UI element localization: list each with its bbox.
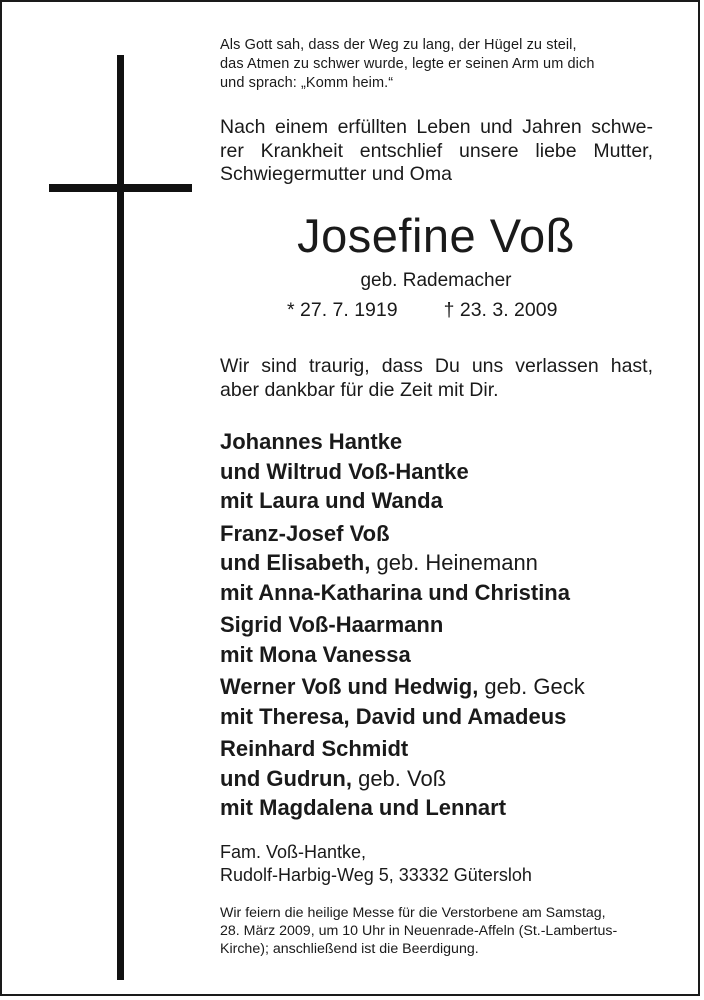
cross-vertical-bar xyxy=(117,55,124,980)
family-line xyxy=(220,734,585,764)
mourners-list xyxy=(220,427,585,826)
family-group xyxy=(220,672,585,731)
family-line-names: mit Theresa, David und Amadeus xyxy=(220,703,567,729)
family-line-maiden-name: geb. Heinemann xyxy=(370,550,538,575)
family-line xyxy=(220,519,585,549)
family-line xyxy=(220,457,585,487)
verse xyxy=(220,36,595,93)
family-line-names: Werner Voß und Hedwig, xyxy=(220,674,479,699)
family-line-names: und Wiltrud Voß-Hantke xyxy=(220,458,469,484)
intro-line: Nach einem erfüllten Leben und Jahren schwe- xyxy=(220,116,653,138)
verse-line: das Atmen zu schwer wurde, legte er seinen Arm um dich xyxy=(220,56,595,72)
sender-name: Fam. Voß-Hantke, xyxy=(220,842,367,862)
message-line: Wir sind traurig, dass Du uns verlassen hast, xyxy=(220,355,653,377)
family-group xyxy=(220,519,585,608)
mass-line: Wir feiern die heilige Messe für die Verstorbene am Samstag, xyxy=(220,905,606,921)
family-line xyxy=(220,610,585,640)
family-line-names: und Elisabeth, xyxy=(220,550,371,575)
family-line-names: Reinhard Schmidt xyxy=(220,736,409,761)
family-line-names: mit Magdalena und Lennart xyxy=(220,795,507,820)
family-line-names: Franz-Josef Voß xyxy=(220,520,390,546)
birth-name: geb. Rademacher xyxy=(360,270,512,291)
verse-line: Als Gott sah, dass der Weg zu lang, der Hügel zu steil, xyxy=(220,37,577,53)
family-line-names: mit Laura und Wanda xyxy=(220,488,443,513)
message-line: aber dankbar für die Zeit mit Dir. xyxy=(220,378,499,401)
family-line xyxy=(220,702,585,732)
family-line xyxy=(220,793,585,823)
family-line-names: und Gudrun, xyxy=(220,765,352,791)
family-line-maiden-name: geb. Geck xyxy=(478,674,585,699)
deceased-name: Josefine Voß xyxy=(297,209,575,262)
cross-horizontal-bar xyxy=(49,184,192,192)
family-line-names: mit Anna-Katharina und Christina xyxy=(220,579,570,605)
family-line xyxy=(220,427,585,457)
family-line-names: Sigrid Voß-Haarmann xyxy=(220,612,444,637)
verse-line: und sprach: „Komm heim.“ xyxy=(220,75,394,91)
family-line xyxy=(220,486,585,516)
family-line xyxy=(220,764,585,794)
birth-date: * 27. 7. 1919 xyxy=(287,299,398,321)
intro-line: rer Krankheit entschlief unsere liebe Mutter, xyxy=(220,139,653,162)
intro-line: Schwiegermutter und Oma xyxy=(220,163,452,185)
mass-line: Kirche); anschließend ist die Beerdigung. xyxy=(220,941,479,957)
sender-address xyxy=(220,841,532,887)
family-line xyxy=(220,640,585,670)
mass-line: 28. März 2009, um 10 Uhr in Neuenrade-Affeln (St.-Lambertus- xyxy=(220,923,618,939)
family-group xyxy=(220,734,585,823)
family-line-names: mit Mona Vanessa xyxy=(220,641,411,667)
death-date: † 23. 3. 2009 xyxy=(443,299,558,321)
sender-street: Rudolf-Harbig-Weg 5, 33332 Gütersloh xyxy=(220,865,532,885)
family-group xyxy=(220,610,585,669)
farewell-message xyxy=(220,355,653,402)
family-line xyxy=(220,578,585,608)
intro-text xyxy=(220,116,653,187)
family-line-maiden-name: geb. Voß xyxy=(351,765,447,791)
family-line-names: Johannes Hantke xyxy=(220,429,403,454)
family-line xyxy=(220,548,585,578)
family-group xyxy=(220,427,585,516)
family-line xyxy=(220,672,585,702)
life-dates xyxy=(287,298,557,322)
mass-notice xyxy=(220,904,656,958)
